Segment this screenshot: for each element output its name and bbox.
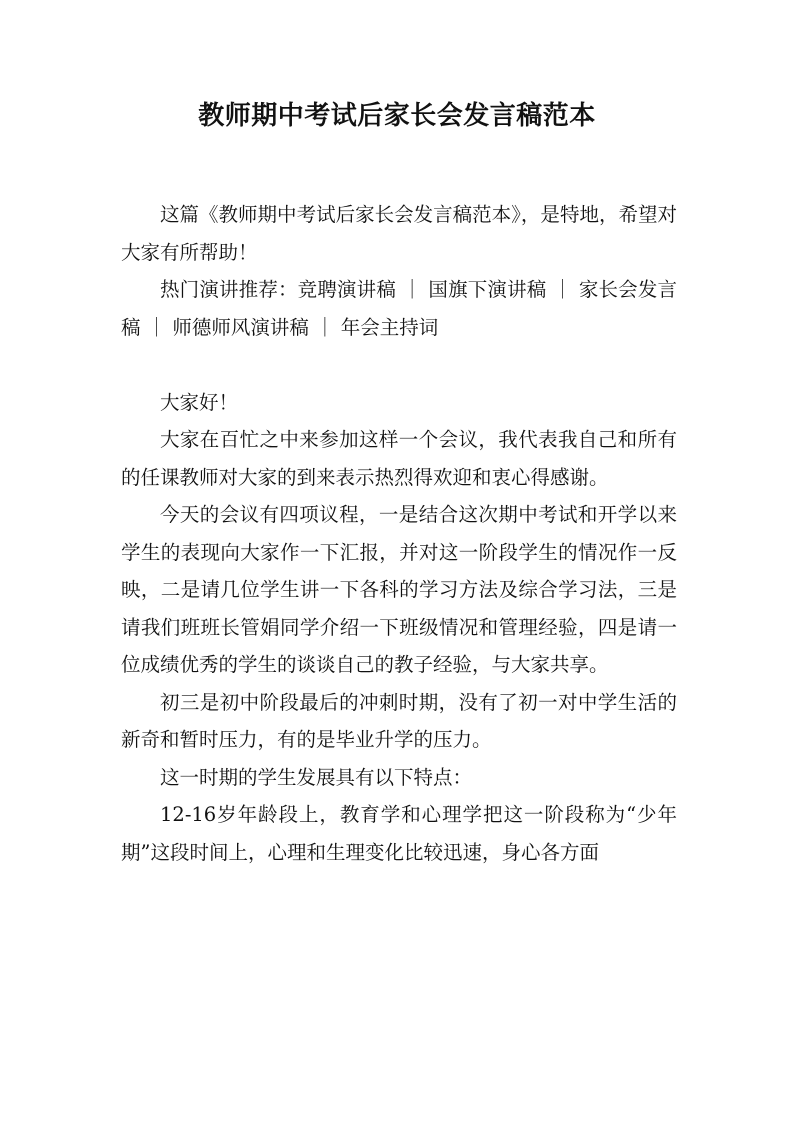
body-paragraph-2: 今天的会议有四项议程，一是结合这次期中考试和开学以来学生的表现向大家作一下汇报，并对这一阶段学生的情况作一反映，二是请几位学生讲一下各科的学习方法及综合学习法，三是请我们班班长管娟同学介绍一下班级情况和管理经验，四是请一位成绩优秀的学生的谈谈自己的教子经验，与大家共享。 xyxy=(121,503,677,676)
body-paragraph-3: 初三是初中阶段最后的冲刺时期，没有了初一对中学生活的新奇和暂时压力，有的是毕业升学的压力。 xyxy=(121,690,677,751)
body-paragraph-5: 12-16岁年龄段上，教育学和心理学把这一阶段称为“少年期”这段时间上，心理和生理变化比较迅速，身心各方面 xyxy=(121,803,677,864)
body-paragraph-4: 这一时期的学生发展具有以下特点： xyxy=(160,765,473,789)
recommend-paragraph: 热门演讲推荐：竞聘演讲稿 ｜ 国旗下演讲稿 ｜ 家长会发言稿 ｜ 师德师风演讲稿 ｜ 年会主持词 xyxy=(121,278,677,339)
intro-paragraph: 这篇《教师期中考试后家长会发言稿范本》，是特地，希望对大家有所帮助！ xyxy=(121,203,677,264)
greeting-paragraph: 大家好！ xyxy=(160,390,239,414)
paragraph-spacer xyxy=(121,346,677,384)
document-body xyxy=(121,196,677,871)
document-title: 教师期中考试后家长会发言稿范本 xyxy=(198,101,596,131)
body-paragraph-1: 大家在百忙之中来参加这样一个会议，我代表我自己和所有的任课教师对大家的到来表示热烈得欢迎和衷心得感谢。 xyxy=(121,428,677,489)
